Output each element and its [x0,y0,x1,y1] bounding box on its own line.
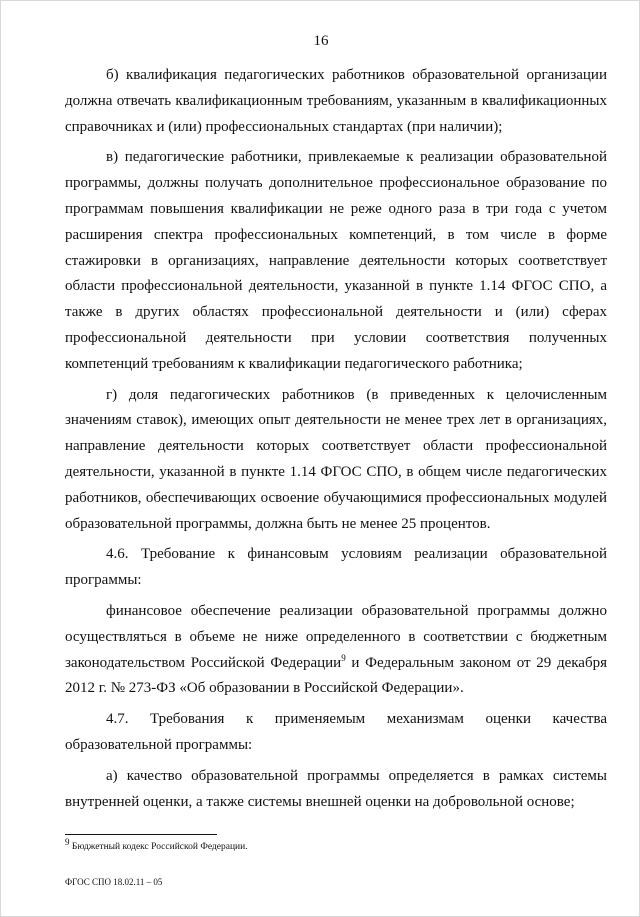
section-4-6-heading: 4.6. Требование к финансовым условиям реализации образовательной программы: [65,546,607,589]
paragraph-g: г) доля педагогических работников (в приведенных к целочисленным значениям ставок), имеющих опыт деятельности не менее трех лет в организациях, направление деятельности которых соответствует области профессиональной деятельности, указанной в пункте 1.14 ФГОС СПО, в общем числе педагогических работников, обеспечивающих освоение обучающимися профессиональных модулей образовательной программы, должна быть не менее 25 процентов. [65,386,607,532]
paragraph-v: в) педагогические работники, привлекаемые к реализации образовательной программы, должны получать дополнительное профессиональное образование по программам повышения квалификации не реже одного раза в три года с учетом расширения спектра профессиональных компетенций, в том числе в форме стажировки в организациях, направление деятельности которых соответствует области профессиональной деятельности, указанной в пункте 1.14 ФГОС СПО, а также в других областях профессиональной деятельности и (или) сферах профессиональной деятельности при условии соответствия полученных компетенций требованиям к квалификации педагогического работника; [65,149,607,372]
financing-text-end: и Федеральным законом от 29 декабря 2012 г. № 273-ФЗ «Об образовании в Российской Федерации». [65,654,607,697]
paragraph-b: б) квалификация педагогических работников образовательной организации должна отвечать квалификационным требованиям, указанным в квалификационных справочниках и (или) профессиональных стандартах (при наличии); [65,67,607,135]
financing-text-start: финансовое обеспечение реализации образовательной программы должно осуществляться в объеме не ниже определенного в соответствии с бюджетным законодательством Российской Федерации [65,602,607,671]
page-number: 16 [313,33,329,49]
footnote-reference: 9 [341,652,346,663]
section-4-7-heading: 4.7. Требования к применяемым механизмам оценки качества образовательной программы: [65,711,607,753]
footnote-text: Бюджетный кодекс Российской Федерации. [69,842,248,853]
body-text [65,63,607,815]
footnote-marker: 9 [65,837,70,847]
paragraph-a: а) качество образовательной программы определяется в рамках системы внутренней оценки, а также системы внешней оценки на добровольной основе; [65,767,607,810]
document-code: ФГОС СПО 18.02.11 – 05 [65,877,163,887]
paragraph-financing [65,599,607,702]
footnote-divider [65,834,217,835]
footnote [65,837,248,853]
